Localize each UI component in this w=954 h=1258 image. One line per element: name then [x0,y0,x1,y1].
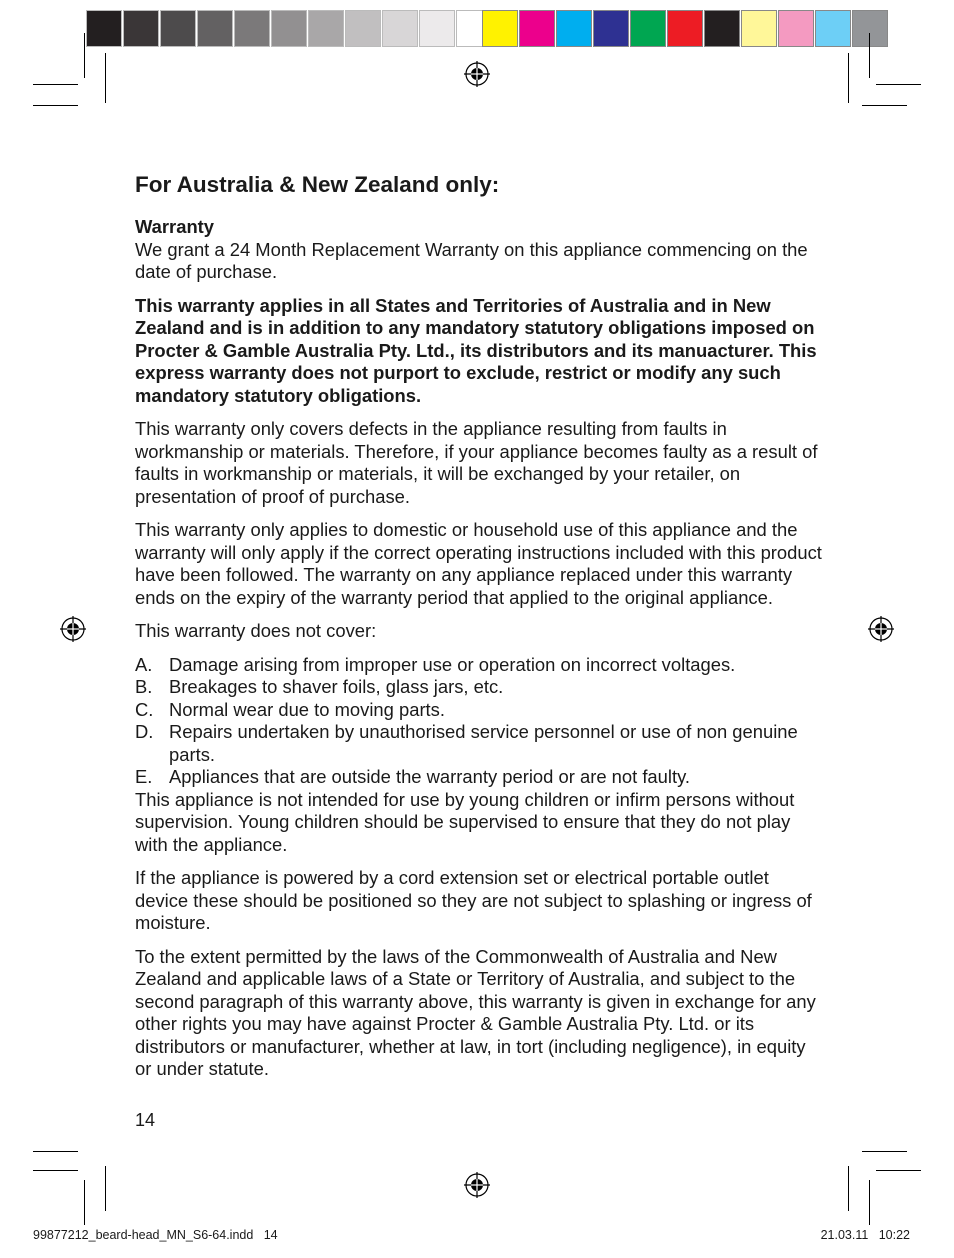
list-item [135,766,825,789]
list-item-text: Breakages to shaver foils, glass jars, etc. [169,676,504,697]
color-swatch [482,10,518,47]
process-color-bar [482,10,889,47]
warranty-title: Warranty [135,216,215,237]
list-item-text: Damage arising from improper use or operation on incorrect voltages. [169,653,736,675]
footer-file-info: 99877212_beard-head_MN_S6-64.indd 14 [33,1228,278,1242]
color-swatch [308,10,344,47]
registration-mark-icon [60,616,86,642]
list-item [135,654,825,677]
color-swatch [667,10,703,47]
crop-mark [876,84,921,85]
crop-mark [33,1151,78,1152]
color-swatch [630,10,666,47]
crop-mark [869,1180,870,1225]
color-swatch [86,10,122,47]
list-marker: C. [135,698,154,720]
grayscale-color-bar [86,10,493,47]
footer-timestamp: 21.03.11 10:22 [820,1228,910,1242]
color-swatch [123,10,159,47]
list-item-text: Normal wear due to moving parts. [169,698,445,720]
legal-paragraph: To the extent permitted by the laws of the Commonwealth of Australia and New Zealand and applicable laws of a State or Territory of Australia, and subject to the second paragraph of this warranty above, this warranty is given in exchange for any other rights you may have against Procter & Gamble Australia Pty. Ltd. or its distributors or manufacturer, whether at law, in tort (including negligence), in equity or under statute. [135,945,816,1079]
color-swatch [741,10,777,47]
crop-mark [105,1166,106,1211]
registration-mark-icon [464,1172,490,1198]
color-swatch [778,10,814,47]
crop-mark [84,33,85,78]
list-marker: D. [135,721,154,742]
crop-mark [33,84,78,85]
crop-mark [848,1166,849,1211]
registration-mark-icon [868,616,894,642]
statutory-statement: This warranty applies in all States and Territories of Australia and in New Zealand and is in addition to any mandatory statutory obligations imposed on Procter & Gamble Australia Pty. Ltd., its distributors and its manuacturer. This express warranty does not purport to exclude, restrict or modify any such mandatory statutory obligations. [135,294,817,406]
list-marker: E. [135,766,153,787]
list-marker: B. [135,676,153,697]
crop-mark [862,105,907,106]
list-item [135,676,825,699]
list-item-text: Appliances that are outside the warranty period or are not faulty. [169,766,691,787]
crop-mark [862,1151,907,1152]
extension-notice: If the appliance is powered by a cord extension set or electrical portable outlet device these should be positioned so they are not subject to splashing or ingress of moisture. [135,867,812,933]
color-swatch [556,10,592,47]
registration-mark-icon [464,61,490,87]
crop-mark [105,53,106,103]
color-swatch [234,10,270,47]
crop-mark [848,53,849,103]
color-swatch [519,10,555,47]
coverage-paragraph: This warranty only covers defects in the appliance resulting from faults in workmanship or materials. Therefore, if your appliance becomes faulty as a result of faults in workmanship or materials, it will be exchanged by your retailer, on presentation of proof of purchase. [135,418,818,507]
color-swatch [815,10,851,47]
page-heading: For Australia & New Zealand only: [135,172,500,197]
list-item [135,721,825,766]
color-swatch [593,10,629,47]
color-swatch [271,10,307,47]
list-marker: A. [135,653,153,675]
children-notice: This appliance is not intended for use by young children or infirm persons without supervision. Young children should be supervised to ensure that they do not play with the appliance. [135,788,795,855]
crop-mark [33,105,78,106]
domestic-use-paragraph: This warranty only applies to domestic or household use of this appliance and the warranty will only apply if the correct operating instructions included with this product have been followed. The warranty on any appliance replaced under this warranty ends on the expiry of the warranty period that applied to the original appliance. [135,519,822,608]
not-cover-intro: This warranty does not cover: [135,620,377,641]
color-swatch [197,10,233,47]
exclusions-list [135,654,825,789]
crop-mark [84,1180,85,1225]
color-swatch [704,10,740,47]
color-swatch [852,10,888,47]
color-swatch [419,10,455,47]
crop-mark [869,33,870,78]
crop-mark [33,1170,78,1171]
list-item-text: Repairs undertaken by unauthorised service personnel or use of non genuine parts. [169,721,798,765]
list-item [135,699,825,722]
warranty-section [135,170,825,1092]
warranty-intro: We grant a 24 Month Replacement Warranty on this appliance commencing on the date of purchase. [135,238,808,282]
crop-mark [876,1170,921,1171]
page-number: 14 [135,1110,156,1130]
color-swatch [382,10,418,47]
color-swatch [160,10,196,47]
color-swatch [345,10,381,47]
